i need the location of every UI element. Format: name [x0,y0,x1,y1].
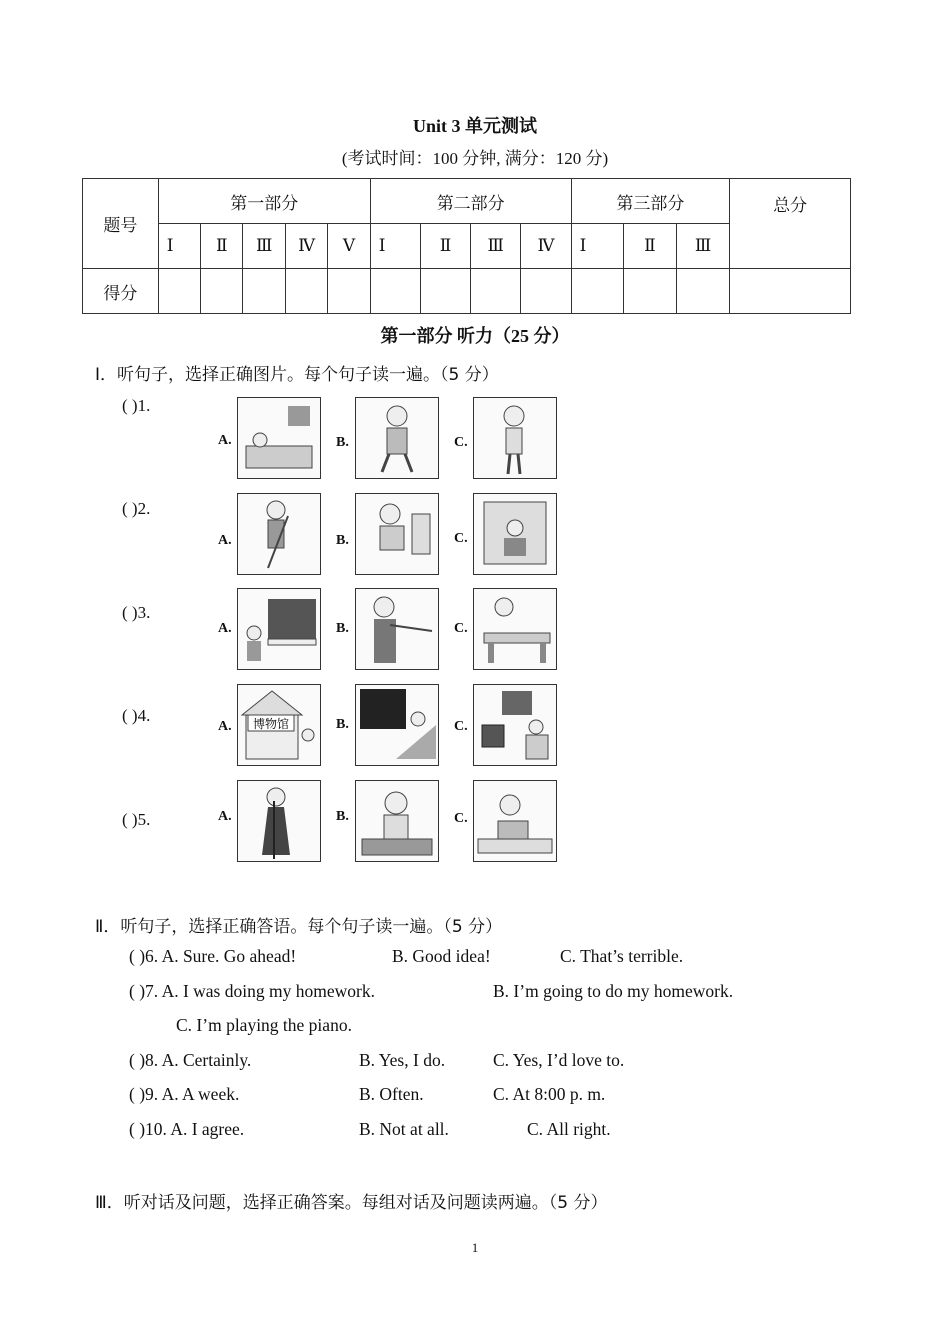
total-score-cell[interactable] [730,269,851,314]
score-cell[interactable] [370,269,420,314]
section1-heading: Ⅰ．听句子，选择正确图片。每个句子读一遍。（5 分） [95,365,499,385]
part-header: 第二部分 [370,179,571,224]
q9-option-b: B. Often. [359,1084,424,1104]
part-header: 第三部分 [571,179,729,224]
option-b-label: B. [336,717,349,732]
section2-heading: Ⅱ．听句子，选择正确答语。每个句子读一遍。（5 分） [95,917,503,937]
col-header: Ⅲ [243,224,285,269]
score-table [82,178,851,314]
option-c-label: C. [454,435,468,450]
option-c-label: C. [454,621,468,636]
col-header: Ⅲ [471,224,521,269]
picture-girl-at-window[interactable] [473,493,557,575]
picture-watching-tv[interactable] [473,684,557,766]
q10-option-c: C. All right. [527,1119,611,1139]
picture-girl-cleaning[interactable] [355,493,439,575]
option-a-label: A. [218,533,232,548]
q6-option-b: B. Good idea! [392,946,491,966]
option-a-label: A. [218,719,232,734]
picture-cinema[interactable] [355,684,439,766]
question-2[interactable]: ( )2. [122,499,151,518]
question-4[interactable]: ( )4. [122,706,151,725]
question-5[interactable]: ( )5. [122,810,151,829]
col-header: Ⅰ [571,224,623,269]
picture-playing-piano[interactable] [237,588,321,670]
col-header: Ⅰ [370,224,420,269]
col-header: Ⅰ [158,224,200,269]
section3-heading: Ⅲ．听对话及问题，选择正确答案。每组对话及问题读两遍。（5 分） [95,1193,608,1213]
score-row-label: 得分 [83,269,159,314]
score-cell[interactable] [158,269,200,314]
q6-option-c: C. That’s terrible. [560,946,684,966]
score-cell[interactable] [623,269,676,314]
col-header: Ⅳ [521,224,571,269]
question-3[interactable]: ( )3. [122,603,151,622]
museum-sign: 博物馆 [252,717,290,731]
score-cell[interactable] [243,269,285,314]
option-a-label: A. [218,809,232,824]
q8-option-b: B. Yes, I do. [359,1050,446,1070]
option-b-label: B. [336,435,349,450]
page-number: 1 [471,1240,479,1255]
picture-playing-violin[interactable] [355,588,439,670]
question-10[interactable]: ( )10. A. I agree. [129,1119,245,1139]
option-b-label: B. [336,809,349,824]
col-header: Ⅱ [420,224,470,269]
option-c-label: C. [454,531,468,546]
q8-option-c: C. Yes, I’d love to. [493,1050,625,1070]
score-cell[interactable] [285,269,327,314]
total-header: 总分 [730,179,851,269]
option-b-label: B. [336,621,349,636]
picture-girl-sweeping[interactable] [237,493,321,575]
col-header: Ⅳ [285,224,327,269]
picture-sick-in-bed[interactable] [237,397,321,479]
option-c-label: C. [454,719,468,734]
col-header: Ⅱ [623,224,676,269]
question-9[interactable]: ( )9. A. A week. [129,1084,240,1104]
q9-option-c: C. At 8:00 p. m. [493,1084,606,1104]
question-8[interactable]: ( )8. A. Certainly. [129,1050,252,1070]
score-cell[interactable] [328,269,370,314]
exam-info: (考试时间：100 分钟, 满分：120 分) [341,149,609,168]
score-cell[interactable] [471,269,521,314]
question-7[interactable]: ( )7. A. I was doing my homework. [129,981,375,1001]
picture-singing-microphone[interactable] [237,780,321,862]
question-1[interactable]: ( )1. [122,396,151,415]
option-a-label: A. [218,621,232,636]
q10-option-b: B. Not at all. [359,1119,449,1139]
part-header: 第一部分 [158,179,370,224]
picture-girl-reading[interactable] [473,780,557,862]
picture-toothache-boy[interactable] [473,397,557,479]
question-6[interactable]: ( )6. A. Sure. Go ahead! [129,946,297,966]
col-header: Ⅴ [328,224,370,269]
picture-playing-guzheng[interactable] [473,588,557,670]
score-cell[interactable] [521,269,571,314]
score-cell[interactable] [571,269,623,314]
part1-title: 第一部分 听力（25 分） [380,326,570,346]
score-cell[interactable] [676,269,729,314]
page-title: Unit 3 单元测试 [412,116,537,136]
col-header: Ⅲ [676,224,729,269]
score-cell[interactable] [201,269,243,314]
picture-dizzy-person[interactable] [355,397,439,479]
col-header: Ⅱ [201,224,243,269]
item-number-label: 题号 [83,179,159,269]
score-cell[interactable] [420,269,470,314]
q7-option-c: C. I’m playing the piano. [176,1015,352,1035]
picture-museum[interactable] [237,684,321,766]
picture-girl-at-desk[interactable] [355,780,439,862]
option-a-label: A. [218,433,232,448]
q7-option-b: B. I’m going to do my homework. [493,981,734,1001]
option-b-label: B. [336,533,349,548]
option-c-label: C. [454,811,468,826]
